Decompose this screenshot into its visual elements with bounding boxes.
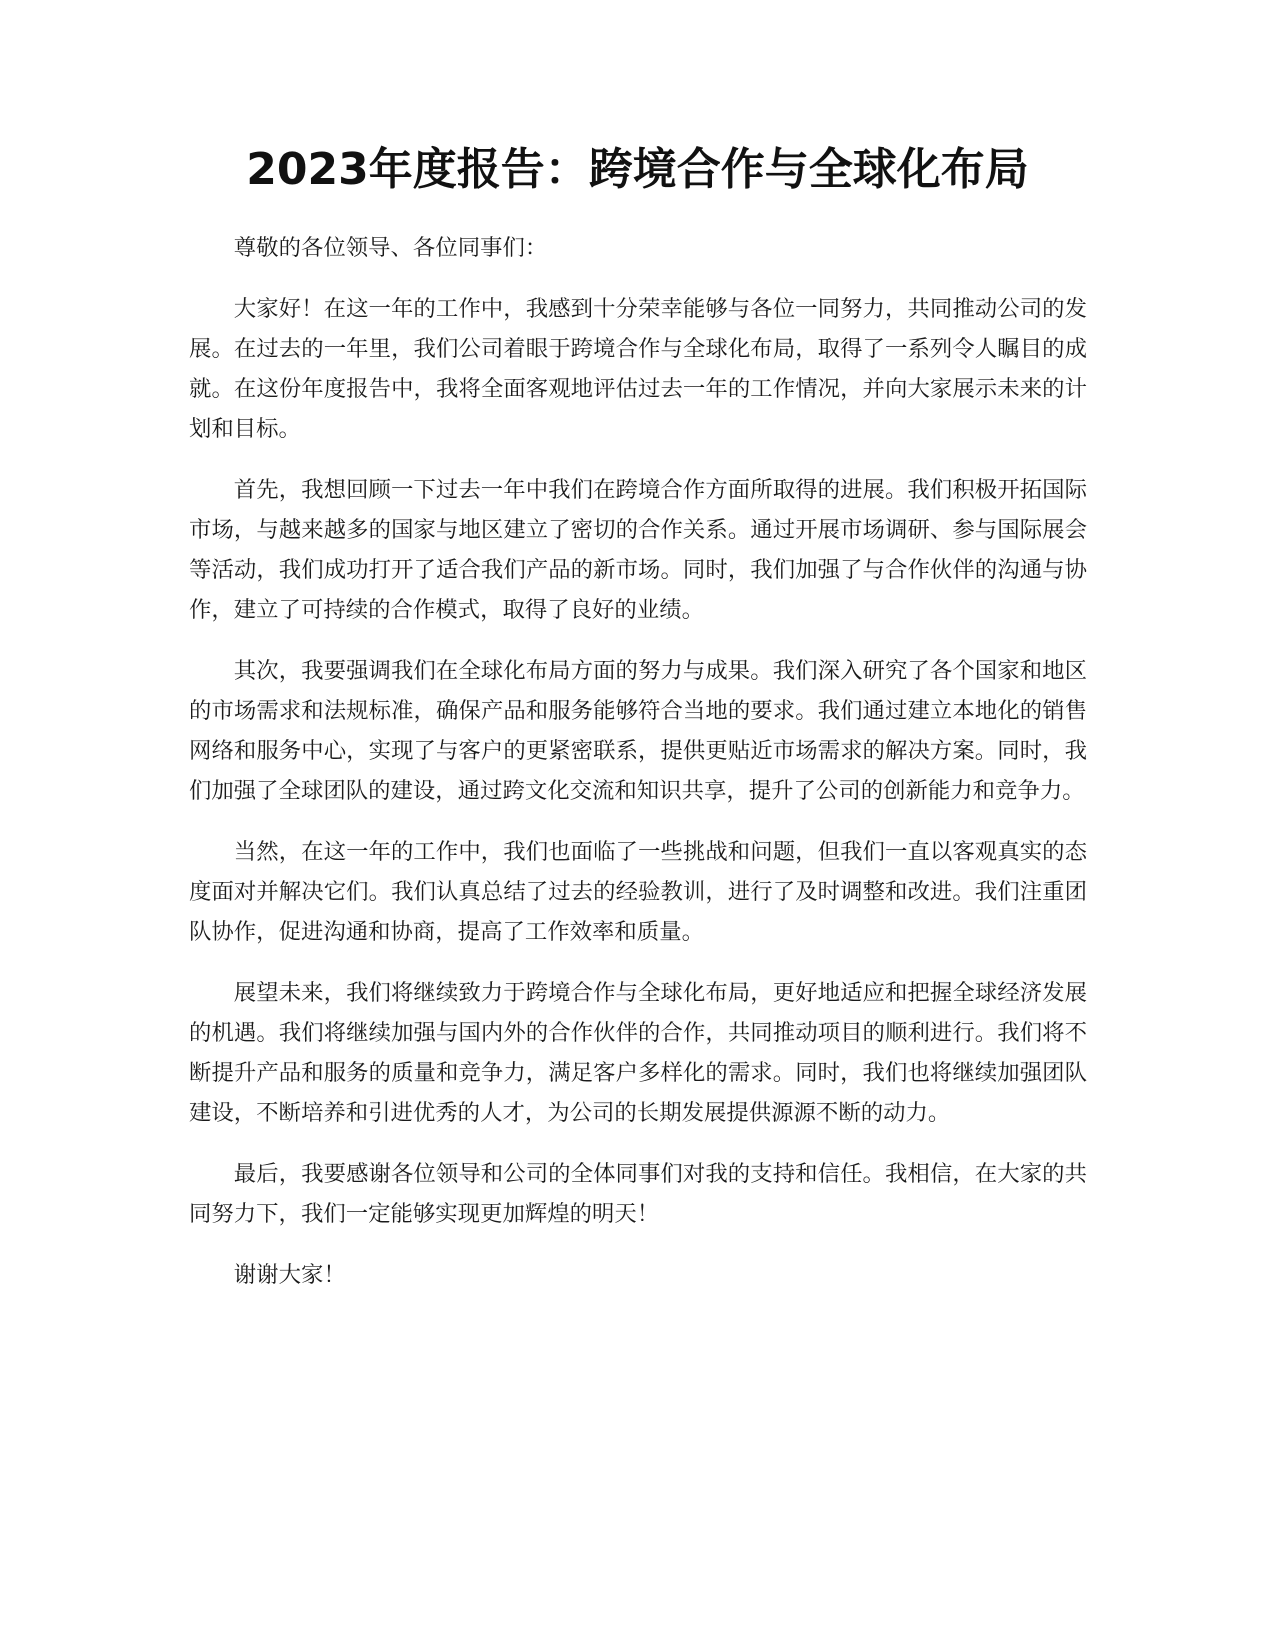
closing: 谢谢大家！: [233, 1262, 346, 1288]
paragraph-cross-border: 首先，我想回顾一下过去一年中我们在跨境合作方面所取得的进展。我们积极开拓国际市场，与越来越多的国家与地区建立了密切的合作关系。通过开展市场调研、参与国际展会等活动，我们成功打开了适合我们产品的新市场。同时，我们加强了与合作伙伴的沟通与协作，建立了可持续的合作模式，取得了良好的业绩。: [189, 477, 1087, 623]
paragraph-intro: 大家好！在这一年的工作中，我感到十分荣幸能够与各位一同努力，共同推动公司的发展。在过去的一年里，我们公司着眼于跨境合作与全球化布局，取得了一系列令人瞩目的成就。在这份年度报告中，我将全面客观地评估过去一年的工作情况，并向大家展示未来的计划和目标。: [189, 296, 1087, 442]
salutation: 尊敬的各位领导、各位同事们：: [233, 235, 548, 261]
paragraph-thanks: 最后，我要感谢各位领导和公司的全体同事们对我的支持和信任。我相信，在大家的共同努力下，我们一定能够实现更加辉煌的明天！: [189, 1161, 1087, 1227]
paragraph-outlook: 展望未来，我们将继续致力于跨境合作与全球化布局，更好地适应和把握全球经济发展的机遇。我们将继续加强与国内外的合作伙伴的合作，共同推动项目的顺利进行。我们将不断提升产品和服务的质量和竞争力，满足客户多样化的需求。同时，我们也将继续加强团队建设，不断培养和引进优秀的人才，为公司的长期发展提供源源不断的动力。: [189, 980, 1087, 1126]
paragraph-challenges: 当然，在这一年的工作中，我们也面临了一些挑战和问题，但我们一直以客观真实的态度面对并解决它们。我们认真总结了过去的经验教训，进行了及时调整和改进。我们注重团队协作，促进沟通和协商，提高了工作效率和质量。: [189, 839, 1087, 945]
document-title: 2023年度报告：跨境合作与全球化布局: [246, 144, 1029, 195]
paragraph-globalization: 其次，我要强调我们在全球化布局方面的努力与成果。我们深入研究了各个国家和地区的市场需求和法规标准，确保产品和服务能够符合当地的要求。我们通过建立本地化的销售网络和服务中心，实现了与客户的更紧密联系，提供更贴近市场需求的解决方案。同时，我们加强了全球团队的建设，通过跨文化交流和知识共享，提升了公司的创新能力和竞争力。: [189, 658, 1087, 804]
document-body: [189, 228, 1087, 1316]
